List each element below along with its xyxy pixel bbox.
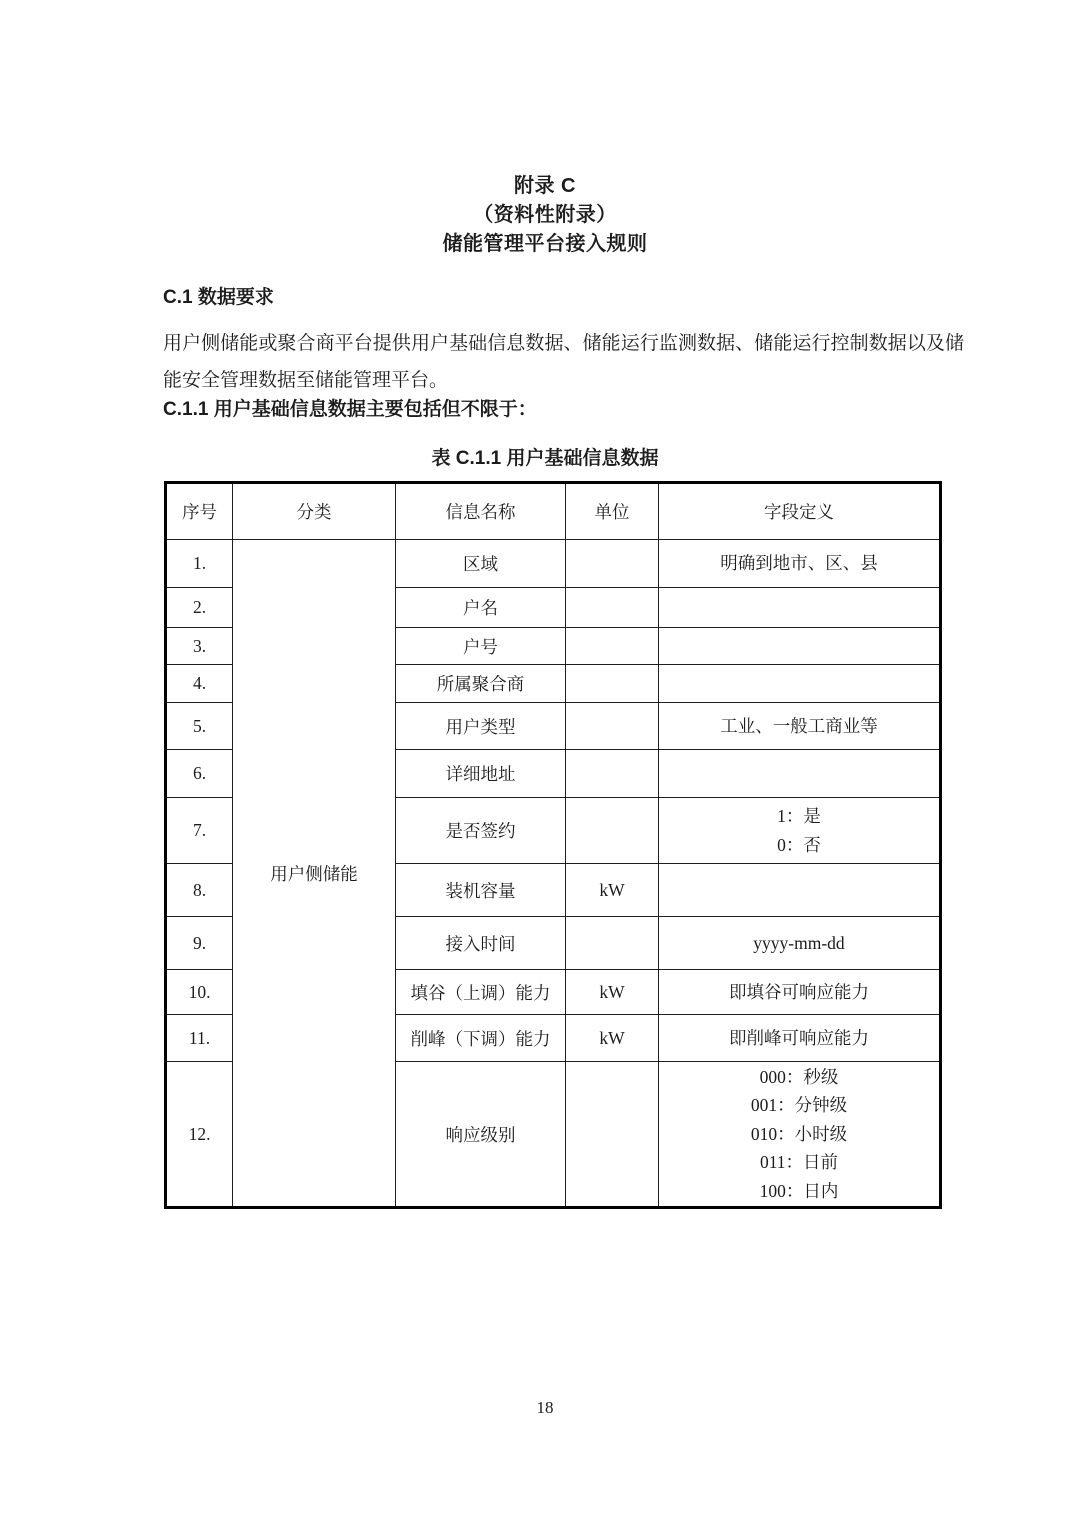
definition-line: 000：秒级 (759, 1066, 839, 1087)
field-definition-cell (659, 1015, 941, 1062)
appendix-title-line-2: （资料性附录） (473, 204, 617, 226)
info-name-cell: 装机容量 (396, 864, 566, 917)
info-name-cell: 用户类型 (396, 703, 566, 750)
info-name-cell: 响应级别 (396, 1062, 566, 1208)
row-number-cell: 2. (166, 588, 233, 628)
info-name-cell: 区域 (396, 540, 566, 588)
row-number-cell: 11. (166, 1015, 233, 1062)
unit-cell (566, 798, 659, 864)
field-definition-cell (659, 703, 941, 750)
field-definition-cell (659, 864, 941, 917)
row-number-cell: 5. (166, 703, 233, 750)
field-definition-cell (659, 970, 941, 1015)
header-field-definition: 字段定义 (659, 483, 941, 540)
appendix-title (140, 172, 950, 259)
info-name-cell: 户名 (396, 588, 566, 628)
section-heading-c1: C.1 数据要求 (163, 287, 274, 308)
unit-cell (566, 628, 659, 665)
row-number-cell: 8. (166, 864, 233, 917)
info-name-cell: 是否签约 (396, 798, 566, 864)
appendix-title-line-3: 储能管理平台接入规则 (442, 233, 648, 255)
definition-line: 100：日内 (759, 1180, 839, 1201)
definition-line: yyyy-mm-dd (753, 932, 845, 953)
definition-line: 010：小时级 (750, 1123, 848, 1144)
unit-cell: kW (566, 970, 659, 1015)
field-definition-cell (659, 750, 941, 798)
unit-cell (566, 665, 659, 703)
table-row (166, 540, 941, 588)
row-number-cell: 3. (166, 628, 233, 665)
info-name-cell: 详细地址 (396, 750, 566, 798)
field-definition-cell (659, 540, 941, 588)
header-serial-number: 序号 (166, 483, 233, 540)
row-number-cell: 7. (166, 798, 233, 864)
field-definition-cell (659, 628, 941, 665)
info-name-cell: 接入时间 (396, 917, 566, 970)
definition-line: 明确到地市、区、县 (720, 553, 878, 574)
body-paragraph: 用户侧储能或聚合商平台提供用户基础信息数据、储能运行监测数据、储能运行控制数据以及储能安全管理数据至储能管理平台。 (163, 333, 964, 391)
unit-cell (566, 588, 659, 628)
row-number-cell: 1. (166, 540, 233, 588)
table-header-row (166, 483, 941, 540)
field-definition-cell (659, 798, 941, 864)
unit-cell (566, 1062, 659, 1208)
page-number: 18 (536, 1398, 554, 1417)
unit-cell (566, 750, 659, 798)
info-name-cell: 削峰（下调）能力 (396, 1015, 566, 1062)
unit-cell (566, 703, 659, 750)
field-definition-cell (659, 588, 941, 628)
appendix-title-line-1: 附录 C (514, 175, 576, 197)
field-definition-cell (659, 917, 941, 970)
info-name-cell: 所属聚合商 (396, 665, 566, 703)
definition-line: 011：日前 (759, 1152, 839, 1173)
row-number-cell: 9. (166, 917, 233, 970)
definition-line: 001：分钟级 (750, 1095, 848, 1116)
row-number-cell: 10. (166, 970, 233, 1015)
definition-line: 即填谷可响应能力 (729, 981, 869, 1002)
definition-line: 1：是 (777, 806, 821, 826)
subsection-heading-c11: C.1.1 用户基础信息数据主要包括但不限于： (163, 399, 537, 420)
table-caption: 表 C.1.1 用户基础信息数据 (431, 448, 659, 469)
row-number-cell: 6. (166, 750, 233, 798)
definition-line: 即削峰可响应能力 (729, 1027, 869, 1048)
info-name-cell: 户号 (396, 628, 566, 665)
category-cell: 用户侧储能 (233, 540, 396, 1208)
unit-cell: kW (566, 1015, 659, 1062)
header-unit: 单位 (566, 483, 659, 540)
table-body (166, 540, 941, 1208)
header-category: 分类 (233, 483, 396, 540)
unit-cell (566, 540, 659, 588)
field-definition-cell (659, 1062, 941, 1208)
user-basic-info-table (164, 481, 942, 1209)
unit-cell (566, 917, 659, 970)
row-number-cell: 12. (166, 1062, 233, 1208)
definition-line: 0：否 (777, 834, 821, 855)
info-name-cell: 填谷（上调）能力 (396, 970, 566, 1015)
unit-cell: kW (566, 864, 659, 917)
row-number-cell: 4. (166, 665, 233, 703)
header-info-name: 信息名称 (396, 483, 566, 540)
field-definition-cell (659, 665, 941, 703)
definition-line: 工业、一般工商业等 (720, 715, 878, 736)
